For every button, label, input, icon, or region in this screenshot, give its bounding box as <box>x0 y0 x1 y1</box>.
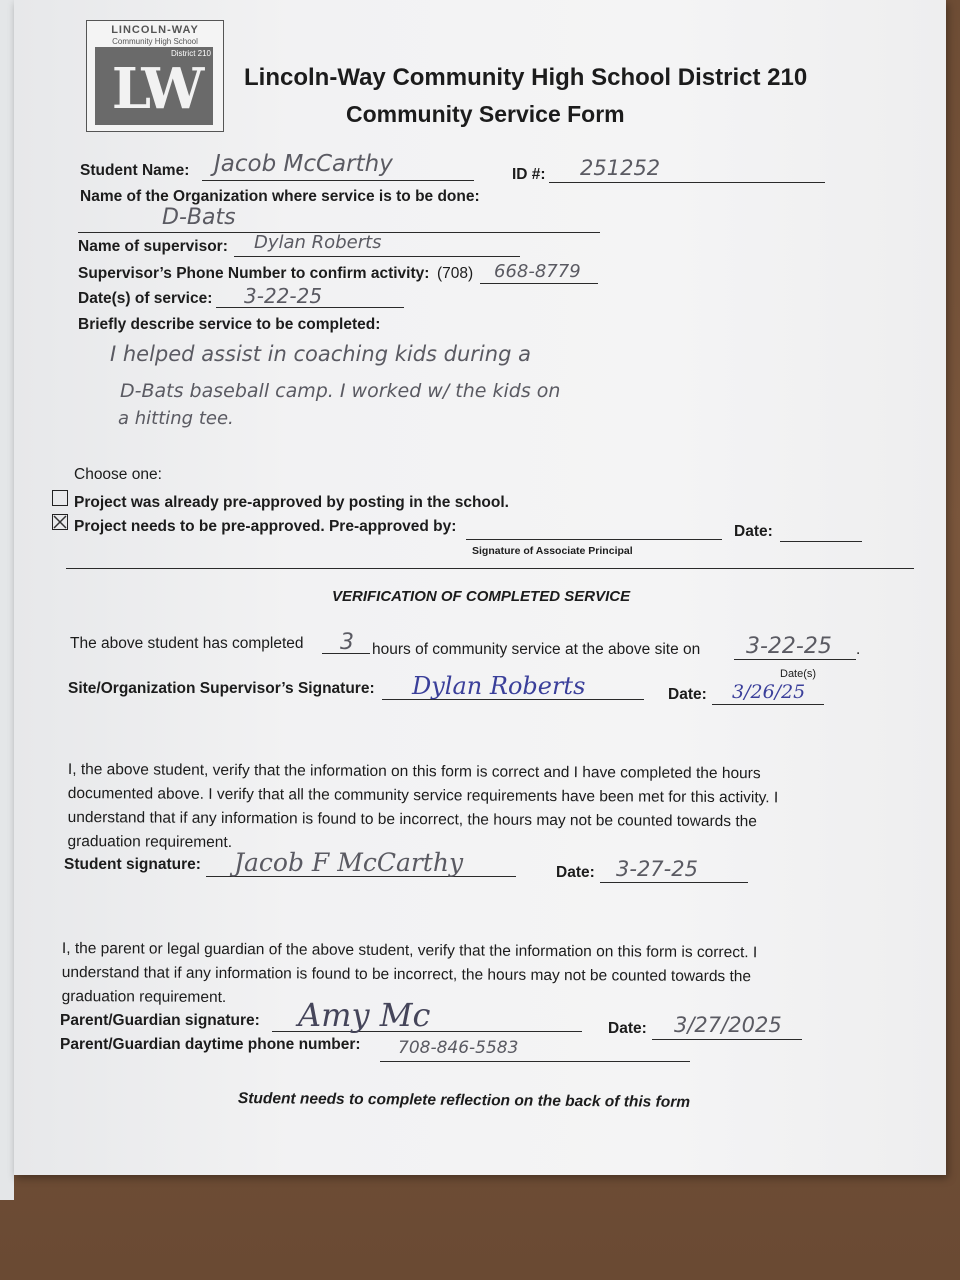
id-label: ID #: <box>512 166 546 183</box>
supervisor-phone-area: (708) <box>437 265 474 282</box>
parent-verify-line-1: I, the parent or legal guardian of the above student, verify that the information on this form is correct. I <box>61 939 758 962</box>
student-name-value[interactable]: Jacob McCarthy <box>214 151 393 177</box>
principal-signature-line[interactable] <box>466 539 722 540</box>
parent-date-line <box>652 1039 802 1040</box>
service-date-label: Date(s) of service: <box>78 290 213 307</box>
site-date-line <box>734 659 856 660</box>
completed-text-pre: The above student has completed <box>70 635 304 652</box>
section-divider <box>66 568 914 569</box>
student-name-line <box>202 180 474 181</box>
supervisor-phone-label: Supervisor’s Phone Number to confirm activity: <box>78 265 430 282</box>
parent-verify-text <box>62 937 862 1014</box>
student-date-label: Date: <box>556 864 595 881</box>
id-line <box>549 182 825 183</box>
check-mark-icon <box>53 515 67 529</box>
parent-verify-line-3: graduation requirement. <box>61 987 227 1007</box>
student-verify-line-3: understand that if any information is found to be incorrect, the hours may not be counted towards the <box>67 808 757 831</box>
completed-period: . <box>856 641 861 658</box>
principal-signature-caption: Signature of Associate Principal <box>472 545 633 557</box>
reflection-note: Student needs to complete reflection on the back of this form <box>237 1090 691 1111</box>
supervisor-phone-value[interactable]: 668-8779 <box>494 261 581 282</box>
student-verify-line-1: I, the above student, verify that the information on this form is correct and I have completed the hours <box>67 760 761 783</box>
student-verify-line-4: graduation requirement. <box>67 832 233 852</box>
preapproval-date-label: Date: <box>734 523 773 540</box>
preapproval-date-line[interactable] <box>780 541 862 542</box>
supervisor-value[interactable]: Dylan Roberts <box>254 232 382 253</box>
describe-line-2[interactable]: D-Bats baseball camp. I worked w/ the kids on <box>120 380 561 402</box>
describe-line-1[interactable]: I helped assist in coaching kids during a <box>110 342 531 366</box>
verification-heading: VERIFICATION OF COMPLETED SERVICE <box>332 588 631 605</box>
supervisor-date-value[interactable]: 3/26/25 <box>732 681 806 703</box>
supervisor-line <box>234 256 520 257</box>
logo-line1: LINCOLN-WAY <box>111 24 199 36</box>
form-title: Lincoln-Way Community High School District 210 <box>244 64 808 91</box>
parent-verify-line-2: understand that if any information is found to be incorrect, the hours may not be counted towards the <box>61 963 752 986</box>
completed-text-mid: hours of community service at the above site on <box>372 641 701 658</box>
student-signature-value[interactable]: Jacob F McCarthy <box>234 848 464 877</box>
id-value[interactable]: 251252 <box>580 156 661 180</box>
parent-phone-line <box>380 1061 690 1062</box>
supervisor-phone-line <box>480 283 598 284</box>
logo-line3: District 210 <box>170 49 211 58</box>
underlying-paper-edge <box>0 0 14 1200</box>
supervisor-label: Name of supervisor: <box>78 238 228 255</box>
student-verify-line-2: documented above. I verify that all the community service requirements have been met for this activity. I <box>67 784 779 807</box>
supervisor-date-label: Date: <box>668 686 707 703</box>
organization-value[interactable]: D-Bats <box>162 205 236 230</box>
service-form-paper <box>14 0 946 1175</box>
supervisor-date-line <box>712 704 824 705</box>
parent-date-value[interactable]: 3/27/2025 <box>674 1013 782 1037</box>
preapproved-posting-label: Project was already pre-approved by posting in the school. <box>74 494 509 511</box>
organization-label: Name of the Organization where service is to be done: <box>80 188 480 205</box>
parent-phone-value[interactable]: 708-846-5583 <box>398 1038 519 1058</box>
choose-one-label: Choose one: <box>74 466 162 483</box>
parent-date-label: Date: <box>608 1020 647 1037</box>
logo-line2: Community High School <box>112 37 198 46</box>
supervisor-signature-label: Site/Organization Supervisor’s Signature: <box>68 680 375 697</box>
site-date-value[interactable]: 3-22-25 <box>746 634 832 659</box>
student-signature-label: Student signature: <box>64 856 201 873</box>
supervisor-signature-value[interactable]: Dylan Roberts <box>412 672 586 700</box>
student-verify-text <box>67 758 868 859</box>
student-date-value[interactable]: 3-27-25 <box>616 857 698 881</box>
describe-label: Briefly describe service to be completed: <box>78 316 381 333</box>
preapproved-posting-checkbox[interactable] <box>52 490 68 506</box>
parent-signature-value[interactable]: Amy Mc <box>298 996 431 1034</box>
form-subtitle: Community Service Form <box>346 101 625 127</box>
student-name-label: Student Name: <box>80 162 190 179</box>
school-logo <box>86 20 224 132</box>
student-date-line <box>600 882 748 883</box>
needs-preapproval-label: Project needs to be pre-approved. Pre-approved by: <box>74 518 457 535</box>
logo-letters: LW <box>111 56 199 122</box>
parent-phone-label: Parent/Guardian daytime phone number: <box>60 1036 361 1053</box>
dates-caption: Date(s) <box>780 668 817 680</box>
service-date-value[interactable]: 3-22-25 <box>244 284 323 308</box>
parent-signature-label: Parent/Guardian signature: <box>60 1012 260 1029</box>
describe-line-3[interactable]: a hitting tee. <box>118 408 234 429</box>
needs-preapproval-checkbox[interactable] <box>52 514 68 530</box>
hours-value[interactable]: 3 <box>340 630 354 655</box>
